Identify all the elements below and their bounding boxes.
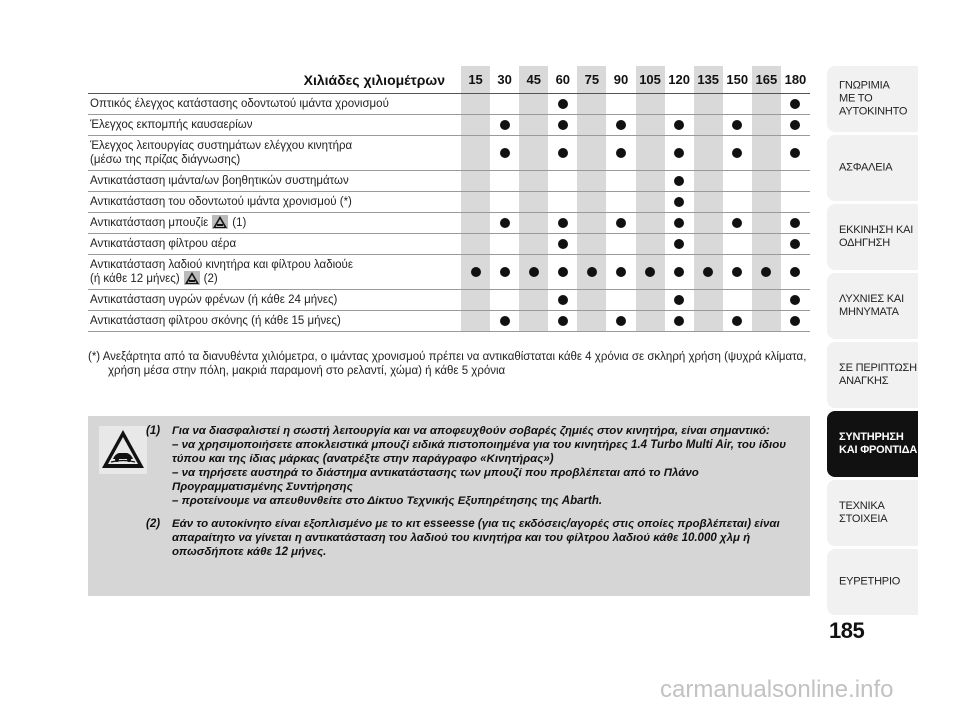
service-dot-icon <box>790 316 800 326</box>
chapter-tab-label: ΑΣΦΑΛΕΙΑ <box>839 161 893 174</box>
service-dot-icon <box>790 295 800 305</box>
service-dot-icon <box>674 316 684 326</box>
service-dot-icon <box>674 295 684 305</box>
schedule-cell <box>577 290 606 311</box>
row-label-line: Αντικατάσταση λαδιού κινητήρα και φίλτρου λαδιούε <box>90 258 353 271</box>
schedule-cell <box>577 311 606 332</box>
km-column-header: 165 <box>752 66 781 94</box>
notes-list <box>146 424 806 568</box>
schedule-cell <box>665 192 694 213</box>
schedule-cell <box>752 311 781 332</box>
schedule-cell <box>461 213 490 234</box>
service-dot-icon <box>732 267 742 277</box>
schedule-cell <box>636 136 665 171</box>
schedule-cell <box>606 171 635 192</box>
note-body <box>172 424 806 508</box>
schedule-cell <box>577 94 606 115</box>
schedule-cell <box>461 136 490 171</box>
schedule-cell <box>752 136 781 171</box>
row-label-line: Αντικατάσταση ιμάντα/ων βοηθητικών συστημάτων <box>90 175 349 187</box>
service-dot-icon <box>674 197 684 207</box>
km-column-header: 105 <box>636 66 665 94</box>
schedule-cell <box>548 311 577 332</box>
note-item <box>146 517 806 559</box>
chapter-tab[interactable] <box>827 411 918 477</box>
schedule-cell <box>781 255 810 290</box>
schedule-row-label <box>88 290 461 311</box>
schedule-cell <box>665 115 694 136</box>
schedule-cell <box>752 213 781 234</box>
chapter-tab-label: ΕΚΚΙΝΗΣΗ ΚΑΙ ΟΔΗΓΗΣΗ <box>839 224 914 249</box>
page-number: 185 <box>829 618 865 643</box>
chapter-tab[interactable] <box>827 204 918 270</box>
timing-belt-footnote <box>88 350 808 378</box>
schedule-cell <box>665 94 694 115</box>
warning-triangle-car-icon <box>99 426 147 474</box>
service-dot-icon <box>674 218 684 228</box>
schedule-cell <box>461 311 490 332</box>
schedule-cell <box>606 136 635 171</box>
schedule-cell <box>752 290 781 311</box>
schedule-cell <box>577 115 606 136</box>
service-dot-icon <box>558 239 568 249</box>
schedule-cell <box>694 234 723 255</box>
schedule-cell <box>665 311 694 332</box>
schedule-cell <box>752 94 781 115</box>
schedule-cell <box>665 213 694 234</box>
row-note-ref: (2) <box>203 273 218 286</box>
schedule-row <box>88 136 810 171</box>
schedule-cell <box>606 311 635 332</box>
service-dot-icon <box>558 218 568 228</box>
schedule-row <box>88 192 810 213</box>
schedule-cell <box>519 94 548 115</box>
chapter-tab-label: ΣΥΝΤΗΡΗΣΗ ΚΑΙ ΦΡΟΝΤΙΔΑ <box>839 431 918 456</box>
schedule-cell <box>723 213 752 234</box>
chapter-tab[interactable] <box>827 342 918 408</box>
schedule-row-label <box>88 115 461 136</box>
schedule-cell <box>781 171 810 192</box>
schedule-cell <box>636 234 665 255</box>
warning-triangle-icon <box>212 215 228 229</box>
schedule-cell <box>519 136 548 171</box>
schedule-cell <box>548 290 577 311</box>
schedule-row <box>88 171 810 192</box>
schedule-cell <box>665 171 694 192</box>
schedule-cell <box>665 255 694 290</box>
schedule-cell <box>490 234 519 255</box>
schedule-cell <box>723 171 752 192</box>
schedule-cell <box>490 255 519 290</box>
chapter-tabs <box>827 66 918 618</box>
schedule-row <box>88 311 810 332</box>
row-label-line: Έλεγχος εκπομπής καυσαερίων <box>90 119 253 131</box>
chapter-tab-label: ΕΥΡΕΤΗΡΙΟ <box>839 575 901 588</box>
service-dot-icon <box>558 295 568 305</box>
warning-triangle-icon <box>184 271 200 285</box>
service-dot-icon <box>674 239 684 249</box>
schedule-cell <box>723 311 752 332</box>
chapter-tab[interactable] <box>827 480 918 546</box>
schedule-cell <box>781 234 810 255</box>
service-dot-icon <box>500 120 510 130</box>
service-dot-icon <box>732 316 742 326</box>
schedule-cell <box>665 136 694 171</box>
km-column-header: 135 <box>694 66 723 94</box>
schedule-cell <box>781 311 810 332</box>
service-dot-icon <box>645 267 655 277</box>
service-dot-icon <box>616 218 626 228</box>
km-column-header: 60 <box>548 66 577 94</box>
note-line: – προτείνουμε να απευθυνθείτε στο Δίκτυο Τεχνικής Εξυπηρέτησης της Abarth. <box>172 495 603 507</box>
schedule-cell <box>694 255 723 290</box>
row-label-line: Αντικατάσταση φίλτρου σκόνης (ή κάθε 15 μήνες) <box>90 315 341 327</box>
service-dot-icon <box>790 267 800 277</box>
service-dot-icon <box>732 120 742 130</box>
km-column-header: 15 <box>461 66 490 94</box>
schedule-cell <box>490 94 519 115</box>
schedule-cell <box>490 171 519 192</box>
schedule-cell <box>548 115 577 136</box>
row-note-ref: (1) <box>232 217 247 230</box>
important-notes-box <box>88 416 810 596</box>
schedule-cell <box>752 255 781 290</box>
schedule-cell <box>723 115 752 136</box>
schedule-row <box>88 255 810 290</box>
schedule-row <box>88 213 810 234</box>
note-line: Εάν το αυτοκίνητο είναι εξοπλισμένο με το κιτ esseesse (για τις εκδόσεις/αγορές στις οποίες προβλέπεται) είναι απαραίτητο να γίνεται η αντικατάσταση του λαδιού του κινητήρα και του φίλτρου λαδιού κάθε 10.000 χλμ ή οπωσδήποτε κάθε 12 μήνες. <box>172 518 780 558</box>
schedule-cell <box>781 192 810 213</box>
km-column-header: 45 <box>519 66 548 94</box>
service-dot-icon <box>674 267 684 277</box>
schedule-cell <box>723 136 752 171</box>
schedule-cell <box>752 115 781 136</box>
service-dot-icon <box>587 267 597 277</box>
schedule-cell <box>490 136 519 171</box>
schedule-cell <box>781 290 810 311</box>
schedule-cell <box>665 234 694 255</box>
schedule-cell <box>694 192 723 213</box>
row-label-line: Αντικατάσταση του οδοντωτού ιμάντα χρονισμού (*) <box>90 196 352 208</box>
row-label-line: (μέσω της πρίζας διάγνωσης) <box>90 154 241 166</box>
footnote-mark: (*) <box>88 351 101 363</box>
service-dot-icon <box>471 267 481 277</box>
footnote-text: Ανεξάρτητα από τα διανυθέντα χιλιόμετρα, ο ιμάντας χρονισμού πρέπει να αντικαθίσταται κάθε 4 χρόνια σε σκληρή χρήση (ψυχρά κλίματα, χρήση μέσα στην πόλη, μακριά παραμονή στο ρελαντί, χώμα) ή κάθε 5 χρόνια <box>102 351 807 377</box>
schedule-row <box>88 290 810 311</box>
note-item <box>146 424 806 508</box>
schedule-cell <box>490 290 519 311</box>
row-label-line: Αντικατάσταση μπουζίε <box>90 217 209 230</box>
schedule-cell <box>636 213 665 234</box>
schedule-cell <box>781 115 810 136</box>
schedule-cell <box>723 290 752 311</box>
schedule-row-label <box>88 311 461 332</box>
schedule-cell <box>490 311 519 332</box>
row-label-line: Οπτικός έλεγχος κατάστασης οδοντωτού ιμάντα χρονισμού <box>90 98 389 110</box>
service-dot-icon <box>790 239 800 249</box>
row-label-line: Αντικατάσταση φίλτρου αέρα <box>90 238 237 250</box>
service-dot-icon <box>790 120 800 130</box>
schedule-cell <box>606 255 635 290</box>
service-dot-icon <box>674 148 684 158</box>
km-column-header: 180 <box>781 66 810 94</box>
schedule-cell <box>636 255 665 290</box>
service-dot-icon <box>500 316 510 326</box>
schedule-cell <box>461 290 490 311</box>
schedule-cell <box>519 115 548 136</box>
schedule-cell <box>577 192 606 213</box>
schedule-cell <box>606 94 635 115</box>
schedule-row <box>88 115 810 136</box>
note-number: (2) <box>146 518 161 530</box>
service-dot-icon <box>790 99 800 109</box>
schedule-cell <box>519 171 548 192</box>
schedule-cell <box>723 94 752 115</box>
chapter-tab-label: ΣΕ ΠΕΡΙΠΤΩΣΗ ΑΝΑΓΚΗΣ <box>839 362 917 387</box>
schedule-cell <box>548 136 577 171</box>
service-dot-icon <box>616 148 626 158</box>
schedule-cell <box>461 234 490 255</box>
chapter-tab-label: ΤΕΧΝΙΚΑ ΣΤΟΙΧΕΙΑ <box>839 500 888 525</box>
schedule-cell <box>636 311 665 332</box>
service-dot-icon <box>790 218 800 228</box>
schedule-cell <box>577 136 606 171</box>
schedule-cell <box>606 290 635 311</box>
schedule-cell <box>490 192 519 213</box>
schedule-cell <box>694 171 723 192</box>
schedule-cell <box>781 213 810 234</box>
schedule-cell <box>577 213 606 234</box>
note-body <box>172 517 806 559</box>
schedule-cell <box>636 192 665 213</box>
service-dot-icon <box>674 176 684 186</box>
service-dot-icon <box>616 120 626 130</box>
km-column-header: 75 <box>577 66 606 94</box>
schedule-cell <box>519 213 548 234</box>
schedule-cell <box>781 94 810 115</box>
chapter-tab-label: ΛΥΧΝΙΕΣ ΚΑΙ ΜΗΝΥΜΑΤΑ <box>839 293 904 318</box>
chapter-tab[interactable] <box>827 273 918 339</box>
schedule-cell <box>723 234 752 255</box>
schedule-cell <box>694 311 723 332</box>
schedule-row-label <box>88 136 461 171</box>
schedule-cell <box>636 94 665 115</box>
schedule-cell <box>461 255 490 290</box>
chapter-tab[interactable] <box>827 66 918 132</box>
service-dot-icon <box>616 267 626 277</box>
row-label-line: (ή κάθε 12 μήνες) <box>90 273 180 286</box>
schedule-cell <box>548 192 577 213</box>
schedule-row <box>88 234 810 255</box>
service-dot-icon <box>500 218 510 228</box>
schedule-cell <box>461 94 490 115</box>
schedule-cell <box>694 136 723 171</box>
service-dot-icon <box>703 267 713 277</box>
schedule-cell <box>519 311 548 332</box>
service-dot-icon <box>761 267 771 277</box>
schedule-cell <box>519 255 548 290</box>
note-line: – να χρησιμοποιήσετε αποκλειστικά μπουζί ειδικά πιστοποιημένα για του κινητήρες 1.4 Turbo Multi Air, του ίδιου τύπου και της ίδιας μάρκας (ανατρέξτε στην παράγραφο «Κινητήρας») <box>172 439 787 465</box>
schedule-cell <box>519 192 548 213</box>
schedule-row-label <box>88 255 461 290</box>
schedule-cell <box>606 234 635 255</box>
schedule-cell <box>665 290 694 311</box>
schedule-row-label <box>88 192 461 213</box>
schedule-cell <box>490 213 519 234</box>
schedule-cell <box>752 171 781 192</box>
schedule-cell <box>606 192 635 213</box>
schedule-cell <box>461 115 490 136</box>
service-dot-icon <box>790 148 800 158</box>
schedule-cell <box>752 192 781 213</box>
service-dot-icon <box>732 218 742 228</box>
service-dot-icon <box>558 148 568 158</box>
service-dot-icon <box>558 120 568 130</box>
service-dot-icon <box>500 148 510 158</box>
schedule-row-label <box>88 171 461 192</box>
schedule-cell <box>636 115 665 136</box>
schedule-cell <box>519 234 548 255</box>
schedule-cell <box>461 171 490 192</box>
schedule-cell <box>752 234 781 255</box>
schedule-cell <box>577 255 606 290</box>
schedule-cell <box>548 234 577 255</box>
schedule-cell <box>723 255 752 290</box>
service-dot-icon <box>558 316 568 326</box>
note-line: – να τηρήσετε αυστηρά το διάστημα αντικατάστασης των μπουζί που προβλέπεται από το Πλάνο Προγραμματισμένης Συντήρησης <box>172 467 699 493</box>
schedule-title: Χιλιάδες χιλιομέτρων <box>88 66 461 94</box>
chapter-tab[interactable] <box>827 135 918 201</box>
schedule-cell <box>781 136 810 171</box>
schedule-cell <box>694 115 723 136</box>
chapter-tab-label: ΓΝΩΡΙΜΙΑ ΜΕ ΤΟ ΑΥΤΟΚΙΝΗΤΟ <box>839 79 908 118</box>
schedule-cell <box>548 255 577 290</box>
schedule-cell <box>694 290 723 311</box>
schedule-cell <box>636 171 665 192</box>
maintenance-schedule-table <box>88 66 810 332</box>
schedule-cell <box>723 192 752 213</box>
service-dot-icon <box>674 120 684 130</box>
schedule-cell <box>606 115 635 136</box>
service-dot-icon <box>558 99 568 109</box>
schedule-cell <box>548 94 577 115</box>
schedule-cell <box>548 213 577 234</box>
service-dot-icon <box>529 267 539 277</box>
schedule-row <box>88 94 810 115</box>
schedule-cell <box>606 213 635 234</box>
schedule-row-label <box>88 94 461 115</box>
service-dot-icon <box>558 267 568 277</box>
km-column-header: 120 <box>665 66 694 94</box>
schedule-cell <box>548 171 577 192</box>
watermark: carmanualsonline.info <box>660 676 894 703</box>
schedule-cell <box>694 213 723 234</box>
schedule-cell <box>694 94 723 115</box>
schedule-cell <box>577 234 606 255</box>
km-column-header: 150 <box>723 66 752 94</box>
km-column-header: 90 <box>606 66 635 94</box>
service-dot-icon <box>616 316 626 326</box>
service-dot-icon <box>500 267 510 277</box>
row-label-line: Αντικατάσταση υγρών φρένων (ή κάθε 24 μήνες) <box>90 294 338 306</box>
schedule-cell <box>636 290 665 311</box>
schedule-row-label <box>88 213 461 234</box>
service-dot-icon <box>732 148 742 158</box>
chapter-tab[interactable] <box>827 549 918 615</box>
schedule-cell <box>490 115 519 136</box>
note-number: (1) <box>146 425 161 437</box>
schedule-row-label <box>88 234 461 255</box>
row-label-line: Έλεγχος λειτουργίας συστημάτων ελέγχου κινητήρα <box>90 140 353 152</box>
schedule-cell <box>577 171 606 192</box>
schedule-cell <box>519 290 548 311</box>
km-column-header: 30 <box>490 66 519 94</box>
schedule-cell <box>461 192 490 213</box>
note-line: Για να διασφαλιστεί η σωστή λειτουργία και να αποφευχθούν σοβαρές ζημιές στον κινητήρα, είναι σημαντικό: <box>172 425 770 437</box>
